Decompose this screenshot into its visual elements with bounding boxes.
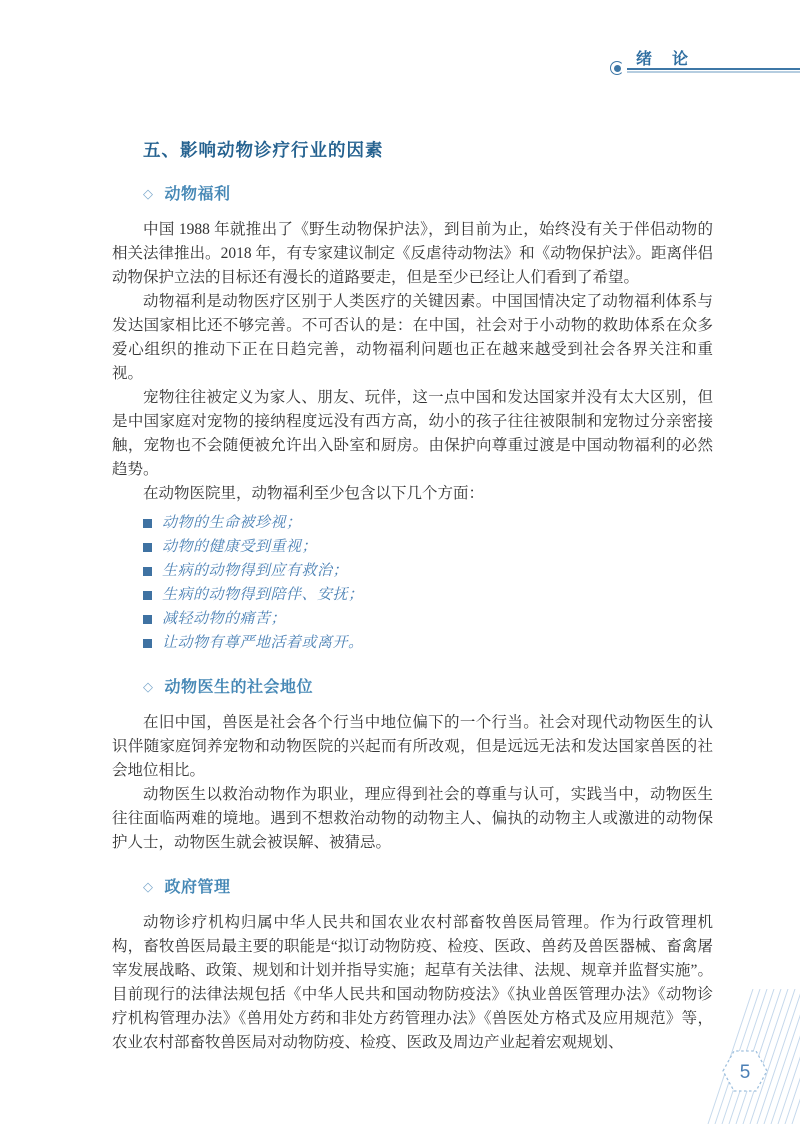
- body-paragraph: 在旧中国，兽医是社会各个行当中地位偏下的一个行当。社会对现代动物医生的认识伴随家庭饲养宠物和动物医院的兴起而有所改观，但是远远无法和发达国家兽医的社会地位相比。: [112, 714, 713, 779]
- diamond-icon: ◇: [143, 679, 154, 694]
- bullet-square-icon: [143, 591, 152, 600]
- corner-decoration: [620, 989, 800, 1124]
- paragraph-group: [112, 218, 713, 506]
- list-item: [143, 535, 713, 559]
- body-paragraph: 动物医生以救治动物作为职业，理应得到社会的尊重与认可，实践当中，动物医生往往面临两难的境地。遇到不想救治动物的动物主人、偏执的动物主人或激进的动物保护人士，动物医生就会被误解、被猜忌。: [112, 786, 713, 851]
- bullet-text: 生病的动物得到陪伴、安抚；: [162, 587, 364, 603]
- subsection-title: 动物福利: [164, 186, 231, 203]
- bullet-text: 让动物有尊严地活着或离开。: [162, 635, 364, 651]
- subsection-heading-animal-welfare: [143, 184, 713, 206]
- body-paragraph: 宠物往往被定义为家人、朋友、玩伴，这一点中国和发达国家并没有太大区别，但是中国家庭对宠物的接纳程度远没有西方高，幼小的孩子往往被限制和宠物过分亲密接触，宠物也不会随便被允许出入卧室和厨房。由保护向尊重过渡是中国动物福利的必然趋势。: [112, 389, 713, 478]
- header-dot-icon: [614, 65, 621, 72]
- bullet-square-icon: [143, 567, 152, 576]
- bullet-square-icon: [143, 615, 152, 624]
- list-item: [143, 559, 713, 583]
- body-paragraph: 动物福利是动物医疗区别于人类医疗的关键因素。中国国情决定了动物福利体系与发达国家相比还不够完善。不可否认的是：在中国，社会对于小动物的救助体系在众多爱心组织的推动下正在日趋完善，动物福利问题也正在越来越受到社会各界关注和重视。: [112, 293, 713, 382]
- subsection-title: 动物医生的社会地位: [164, 679, 314, 696]
- list-item: [143, 631, 713, 655]
- bullet-text: 动物的生命被珍视；: [162, 515, 302, 531]
- body-paragraph: 在动物医院里，动物福利至少包含以下几个方面：: [143, 485, 485, 502]
- subsection-heading-government: [143, 877, 713, 899]
- list-item: [143, 511, 713, 535]
- diamond-icon: ◇: [143, 879, 154, 894]
- bullet-square-icon: [143, 639, 152, 648]
- bullet-text: 动物的健康受到重视；: [162, 539, 318, 555]
- body-paragraph: 中国 1988 年就推出了《野生动物保护法》，到目前为止，始终没有关于伴侣动物的相关法律推出。2018 年，有专家建议制定《反虐待动物法》和《动物保护法》。距离伴侣动物保护立法的目标还有漫长的道路要走，但是至少已经让人们看到了希望。: [112, 221, 713, 286]
- diamond-icon: ◇: [143, 186, 154, 201]
- list-item: [143, 583, 713, 607]
- bullet-text: 减轻动物的痛苦；: [162, 611, 287, 627]
- welfare-bullet-list: [143, 511, 713, 655]
- bullet-text: 生病的动物得到应有救治；: [162, 563, 349, 579]
- bullet-square-icon: [143, 543, 152, 552]
- subsection-title: 政府管理: [164, 879, 231, 896]
- bullet-square-icon: [143, 519, 152, 528]
- paragraph-group: [112, 711, 713, 855]
- page-content: [112, 138, 713, 1055]
- list-item: [143, 607, 713, 631]
- page-header-title: 绪 论: [636, 51, 691, 68]
- page-number: 5: [739, 1062, 751, 1083]
- body-paragraph: 动物诊疗机构归属中华人民共和国农业农村部畜牧兽医局管理。作为行政管理机构，畜牧兽医局最主要的职能是“拟订动物防疫、检疫、医政、兽药及兽医器械、畜禽屠宰发展战略、政策、规划和计划并指导实施；起草有关法律、法规、规章并监督实施”。目前现行的法律法规包括《中华人民共和国动物防疫法》《执业兽医管理办法》《动物诊疗机构管理办法》《兽用处方药和非处方药管理办法》《兽医处方格式及应用规范》等，农业农村部畜牧兽医局对动物防疫、检疫、医政及周边产业起着宏观规划、: [112, 914, 713, 1051]
- header-rule-dark: [627, 68, 800, 70]
- section-title: 五、影响动物诊疗行业的因素: [143, 140, 384, 160]
- header-rule-light: [627, 71, 800, 73]
- subsection-heading-vet-status: [143, 677, 713, 699]
